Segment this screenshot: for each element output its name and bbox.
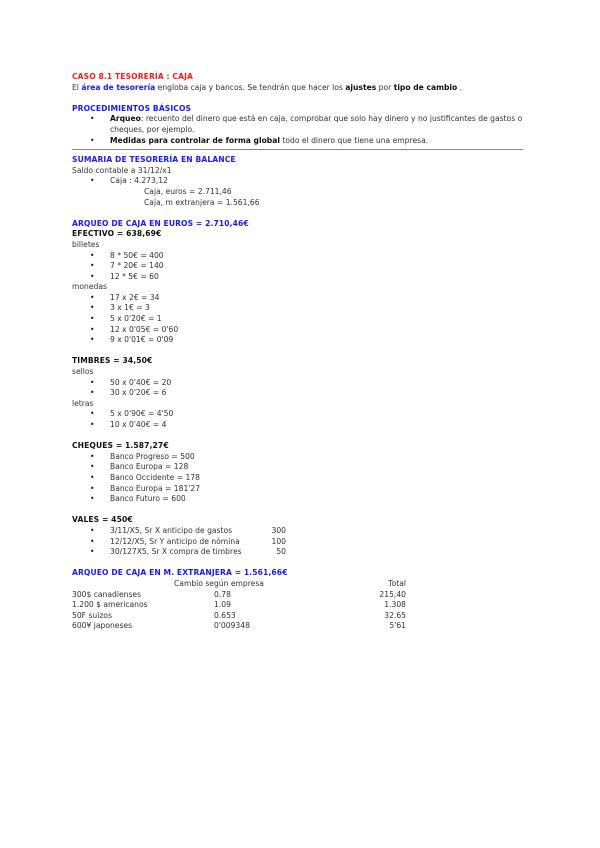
vale-amount: 300 bbox=[271, 525, 286, 535]
cell-total: 215,40 bbox=[379, 589, 406, 599]
arqueo-euros-heading: ARQUEO DE CAJA EN EUROS = 2.710,46€ bbox=[72, 218, 249, 228]
intro-bold: tipo de cambio bbox=[393, 82, 458, 92]
list-item: • 7 * 20€ = 140 bbox=[72, 261, 527, 272]
section-divider bbox=[72, 149, 523, 150]
cell-cambio: 1.09 bbox=[214, 600, 231, 610]
list-item bbox=[72, 114, 527, 135]
document-page bbox=[72, 72, 527, 632]
intro-text: El bbox=[72, 82, 82, 92]
intro-paragraph bbox=[72, 83, 527, 94]
col-total-header: Total bbox=[388, 578, 406, 588]
cell-total: 32.65 bbox=[384, 610, 406, 620]
caja-extranjera-line: Caja, m extranjera = 1.561,66 bbox=[144, 197, 260, 207]
timbres-heading: TIMBRES = 34,50€ bbox=[72, 356, 153, 366]
table-row bbox=[72, 621, 407, 632]
vale-amount: 50 bbox=[276, 547, 286, 557]
list-item: • Banco Occidente = 178 bbox=[72, 473, 527, 484]
cell-moneda: 50F suizos bbox=[72, 610, 112, 620]
intro-bold: ajustes bbox=[345, 82, 377, 92]
cell-total: 1.308 bbox=[384, 600, 406, 610]
monedas-label: monedas bbox=[72, 282, 107, 292]
document-title: CASO 8.1 TESORERÍA : CAJA bbox=[72, 72, 193, 81]
cell-cambio: 0'009348 bbox=[214, 621, 250, 631]
list-item: • 8 * 50€ = 400 bbox=[72, 251, 527, 262]
list-item: • 9 x 0'01€ = 0'09 bbox=[72, 335, 527, 346]
list-item: • 3 x 1€ = 3 bbox=[72, 303, 527, 314]
saldo-line: Saldo contable a 31/12/x1 bbox=[72, 165, 172, 175]
sellos-label: sellos bbox=[72, 367, 94, 377]
arqueo-extranjera-heading: ARQUEO DE CAJA EN M. EXTRANJERA = 1.561,66€ bbox=[72, 568, 288, 578]
vale-row bbox=[72, 526, 527, 537]
item-bold: Arqueo bbox=[110, 114, 141, 124]
intro-text: engloba caja y bancos. Se tendrán que hacer los bbox=[155, 82, 346, 92]
intro-text: por bbox=[376, 82, 394, 92]
vale-row bbox=[72, 537, 527, 548]
list-item: • 5 x 0'90€ = 4'50 bbox=[72, 409, 527, 420]
list-item: • 30 x 0'20€ = 6 bbox=[72, 388, 527, 399]
list-item: • Banco Futuro = 600 bbox=[72, 494, 527, 505]
vale-row bbox=[72, 547, 527, 558]
list-item: • Banco Progreso = 500 bbox=[72, 452, 527, 463]
sumaria-heading: SUMARIA DE TESORERÍA EN BALANCE bbox=[72, 155, 236, 165]
procedimientos-heading: PROCEDIMIENTOS BÁSICOS bbox=[72, 103, 192, 113]
list-item: • 17 x 2€ = 34 bbox=[72, 293, 527, 304]
table-row bbox=[72, 611, 407, 622]
foreign-currency-table bbox=[72, 579, 407, 632]
cell-moneda: 1.200 $ americanos bbox=[72, 600, 148, 610]
list-item bbox=[72, 136, 527, 147]
caja-euros-line: Caja, euros = 2.711,46 bbox=[144, 186, 232, 196]
cell-moneda: 300$ canadienses bbox=[72, 589, 142, 599]
vale-amount: 100 bbox=[271, 536, 286, 546]
cheques-heading: CHEQUES = 1.587,27€ bbox=[72, 441, 169, 451]
letras-label: letras bbox=[72, 398, 94, 408]
list-item: • 5 x 0'20€ = 1 bbox=[72, 314, 527, 325]
list-item: • 12 x 0'05€ = 0'60 bbox=[72, 325, 527, 336]
vales-heading: VALES = 450€ bbox=[72, 515, 133, 525]
list-item: • 50 x 0'40€ = 20 bbox=[72, 378, 527, 389]
intro-term: área de tesorería bbox=[81, 82, 156, 92]
vale-desc: • 3/11/X5, Sr X anticipo de gastos bbox=[110, 525, 233, 535]
list-item: • 10 x 0'40€ = 4 bbox=[72, 420, 527, 431]
cell-cambio: 0.78 bbox=[214, 589, 231, 599]
cell-cambio: 0.653 bbox=[214, 610, 236, 620]
table-row bbox=[72, 590, 407, 601]
billetes-label: billetes bbox=[72, 239, 100, 249]
cell-total: 5'61 bbox=[389, 621, 406, 631]
item-bold: Medidas para controlar de forma global bbox=[110, 135, 280, 145]
item-text: : recuento del dinero que está en caja, comprobar que solo hay dinero y no justificantes de gastos o cheques, por ejemplo. bbox=[110, 114, 523, 134]
intro-text: . bbox=[457, 82, 463, 92]
efectivo-heading: EFECTIVO = 638,69€ bbox=[72, 229, 162, 239]
col-cambio-header: Cambio según empresa bbox=[174, 578, 264, 588]
list-item: • Banco Europa = 181'27 bbox=[72, 484, 527, 495]
vale-desc: • 12/12/X5, Sr Y anticipo de nómina bbox=[110, 536, 240, 546]
caja-item: • Caja : 4.273,12 bbox=[72, 176, 527, 187]
table-row bbox=[72, 600, 407, 611]
table-header bbox=[72, 579, 407, 590]
cell-moneda: 600¥ japoneses bbox=[72, 621, 133, 631]
vale-desc: • 30/127X5, Sr X compra de timbres bbox=[110, 547, 242, 557]
list-item: • 12 * 5€ = 60 bbox=[72, 272, 527, 283]
item-text: todo el dinero que tiene una empresa. bbox=[279, 135, 429, 145]
list-item: • Banco Europa = 128 bbox=[72, 462, 527, 473]
